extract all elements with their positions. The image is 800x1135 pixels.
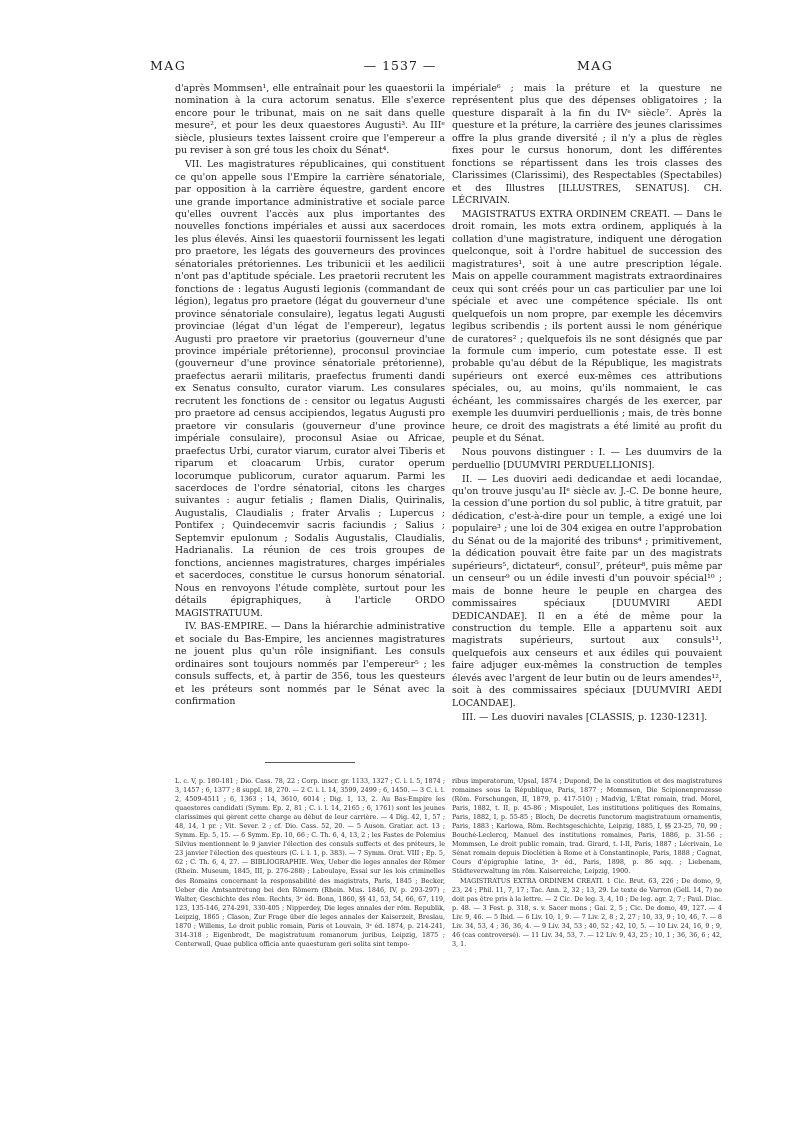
footnotes-left: [175, 777, 445, 949]
footnotes-right: [452, 777, 722, 949]
running-head-right: MAG: [577, 58, 614, 73]
running-head-left: MAG: [150, 58, 187, 73]
paragraph: IV. BAS-EMPIRE. — Dans la hiérarchie administrative et sociale du Bas-Empire, les anciennes magistratures ne jouent plus qu'un rôle insignifiant. Les consuls ordinaires sont toujours nommés par l'empereur⁵ ; les consuls suffects, et, à partir de 356, tous les questeurs et les préteurs sont nommés par le Sénat avec la confirmation: [175, 621, 445, 708]
paragraph: VII. Les magistratures républicaines, qui constituent ce qu'on appelle sous l'Empire la carrière sénatoriale, par opposition à la carrière équestre, gardent encore une grande importance administrative et sociale parce qu'elles ouvrent l'accès aux plus importantes des nouvelles fonctions impériales et aussi aux sacerdoces les plus élevés. Ainsi les quaestorii fournissent les legati pro praetore, les légats des gouverneurs des provinces sénatoriales prétoriennes. Les tribunicii et les aedilicii n'ont pas d'aptitude spéciale. Les praetorii recrutent les fonctions de : legatus Augusti legionis (commandant de légion), legatus pro praetore (légat du gouverneur d'une province sénatoriale consulaire), legatus legati Augusti provinciae (légat d'un légat de l'empereur), legatus Augusti pro praetore vir praetorius (gouverneur d'une province impériale prétorienne), proconsul provinciae (gouverneur d'une province sénatoriale prétorienne), praefectus aerarii militaris, praefectus frumenti dandi ex Senatus consulto, curator viarum. Les consulares recrutent les fonctions de : censitor ou legatus Augusti pro praetore ad census accipiendos, legatus Augusti pro praetore vir consularis (gouverneur d'une province impériale consulaire), proconsul Asiae ou Africae, praefectus Urbi, curator viarum, curator alvei Tiberis et riparum et cloacarum Urbis, curator operum locorumque publicorum, curator aquarum. Parmi les sacerdoces de l'ordre sénatorial, citons les charges suivantes : augur fetialis ; flamen Dialis, Quirinalis, Augustalis, Claudialis ; frater Arvalis ; Lupercus ; Pontifex ; Quindecemvir sacris faciundis ; Salius ; Septemvir epulonum ; Sodalis Augustalis, Claudialis, Hadrianalis. La réunion de ces trois groupes de fonctions, anciennes magistratures, charges impériales et sacerdoces, constitue le cursus honorum sénatorial. Nous en renvoyons l'étude complète, surtout pour les détails épigraphiques, à l'article ORDO MAGISTRATUUM.: [175, 159, 445, 619]
footnote-block: ribus imperatorum, Upsal, 1874 ; Dupond, De la constitution et des magistratures romaines sous la République, Paris, 1877 ; Mommsen, Die Scipionenprozesse (Röm. Forschungen, II, 1879, p. 417-510) ; Madvig, L'État romain, trad. Morel, Paris, 1882, t. II, p. 45-86 ; Mispoulet, Les institutions politiques des Romains, Paris, 1882, I, p. 55-85 ; Bloch, De decretis functorum magistratuum ornamentis, Paris, 1883 ; Karlowa, Röm. Rechtsgeschichte, Leipzig, 1885, I, §§ 23-25, 70, 99 ; Bouché-Leclercq, Manuel des institutions romaines, Paris, 1886, p. 31-56 ; Mommsen, Le droit public romain, trad. Girard, t. I-II, Paris, 1887 ; Lécrivain, Le Sénat romain depuis Dioclétien à Rome et à Constantinople, Paris, 1888 ; Cagnat, Cours d'épigraphie latine, 3ᵉ éd., Paris, 1898, p. 86 sqq. ; Liebenam, Städteverwaltung im röm. Kaiserreiche, Leipzig, 1900.: [452, 777, 722, 876]
paragraph: d'après Mommsen¹, elle entraînait pour les quaestorii la nomination à la cura actorum senatus. Elle s'exerce encore pour le tribunat, mais on ne sait dans quelle mesure², et pour les deux quaestores Augusti³. Au IIIᵉ siècle, plusieurs textes laissent croire que l'empereur a pu reviser à son gré tous les choix du Sénat⁴.: [175, 83, 445, 157]
footnote-block: L. c. V, p. 180-181 ; Dio. Cass. 78, 22 ; Corp. inscr. gr. 1133, 1327 ; C. i. l. 5, 1874 ; 3, 1457 ; 6, 1377 ; 8 suppl. 18, 270. — 2 C. i. l. 14, 3599, 2499 ; 6, 1450. — 3 C. i. l. 2, 4509-4511 ; 6, 1363 ; 14, 3610, 6014 ; Dig. 1, 13, 2. Au Bas-Empire les quaestores candidati (Symm. Ep. 2, 81 ; C. i. l. 14, 2165 ; 6, 1761) sont les jeunes clarissimes qui gèrent cette charge au début de leur carrière. — 4 Dig. 42, 1, 57 ; 48, 14, 1 pr. ; Vit. Sever. 2 ; cf. Dio. Cass. 52, 20. — 5 Auson. Gratiar. act. 13 ; Symm. Ep. 5, 15. — 6 Symm. Ep. 10, 66 ; C. Th. 6, 4, 13, 2 ; les Fastes de Polemius Silvius mentionnent le 9 janvier l'élection des consuls suffects et des préteurs, le 23 janvier l'élection des questeurs (C. i. l. 1, p. 383). — 7 Symm. Orat. VIII ; Ep. 5, 62 ; C. Th. 6, 4, 27. — BIBLIOGRAPHIE. Wex, Ueber die leges annales der Römer (Rhein. Museum, 1845, III, p. 276-288) ; Laboulaye, Essai sur les lois criminelles des Romains concernant la responsabilité des magistrats, Paris, 1845 ; Becker, Ueber die Amtsantretung bei den Römern (Rhein. Mus. 1846, IV, p. 293-297) ; Walter, Geschichte des röm. Rechts, 3ᵉ éd. Bonn, 1860, §§ 41, 53, 54, 66, 67, 119, 123, 135-146, 274-291, 330-405 ; Nipperdey, Die leges annales der röm. Republik, Leipzig, 1865 ; Clason, Zur Frage über die leges annales der Kaiserzeit, Breslau, 1870 ; Willems, Le droit public romain, Paris et Louvain, 3ᵉ éd. 1874, p. 214-241, 314-318 ; Eigenbrodt, De magistratuum romanorum juribus, Leipzig, 1875 ; Centerwall, Quae publica officia ante quaesturam geri solita sint tempo-: [175, 777, 445, 948]
page-number: — 1537 —: [363, 58, 437, 73]
footnote-block: MAGISTRATUS EXTRA ORDINEM CREATI. 1 Cic. Brut. 63, 226 ; De domo, 9, 23, 24 ; Phil. 11, 7, 17 ; Tac. Ann. 2, 32 ; 13, 29. Le texte de Varron (Gell. 14, 7) ne doit pas être pris à la lettre. — 2 Cic. De leg. 3, 4, 10 ; De leg. agr. 2, 7 ; Paul. Diac. p. 48. — 3 Fest. p. 318, s. v. Sacer mons ; Gai. 2, 5 ; Cic. De domo, 49, 127. — 4 Liv. 9, 46. — 5 Ibid. — 6 Liv. 10, 1, 9. — 7 Liv. 2, 8 ; 2, 27 ; 10, 33, 9 ; 10, 46, 7. — 8 Liv. 34, 53, 4 ; 36, 36, 4. — 9 Liv. 34, 53 ; 40, 52 ; 42, 10, 5. — 10 Liv. 24, 16, 9 ; 9, 46 (cas controversé). — 11 Liv. 34, 53, 7. — 12 Liv. 9, 43, 25 ; 10, 1 ; 36, 36, 6 ; 42, 3, 1.: [452, 876, 722, 948]
page-header: [0, 58, 800, 80]
right-column: [452, 83, 722, 724]
paragraph: III. — Les duoviri navales [CLASSIS, p. 1230-1231].: [462, 711, 708, 723]
left-column: [175, 83, 445, 709]
footnote-separator: [265, 762, 355, 763]
paragraph: II. — Les duoviri aedi dedicandae et aedi locandae, qu'on trouve jusqu'au IIᵉ siècle av. J.-C. De bonne heure, la cession d'une portion du sol public, à titre gratuit, par dédication, c'est-à-dire pour un temple, a exigé une loi populaire³ ; une loi de 304 exigea en outre l'approbation du Sénat ou de la majorité des tribuns⁴ ; primitivement, la dédication pouvait être faite par un des magistrats supérieurs⁵, dictateur⁶, consul⁷, préteur⁸, puis même par un censeur⁹ ou un édile investi d'un pouvoir spécial¹⁰ ; mais de bonne heure le peuple en chargea des commissaires spéciaux [DUUMVIRI AEDI DEDICANDAE]. Il en a été de même pour la construction du temple. Elle a appartenu soit aux magistrats supérieurs, surtout aux consuls¹¹, quelquefois aux censeurs et aux édiles qui pouvaient faire adjuger eux-mêmes la construction de temples élevés avec l'argent de leur butin ou de leurs amendes¹², soit à des commissaires spéciaux [DUUMVIRI AEDI LOCANDAE].: [452, 473, 722, 709]
paragraph: Nous pouvons distinguer : I. — Les duumvirs de la perduellio [DUUMVIRI PERDUELLIONIS].: [452, 447, 722, 471]
paragraph: impériale⁶ ; mais la préture et la questure ne représentent plus que des dépenses obligatoires ; la questure disparaît à la fin du IVᵉ siècle⁷. Après la questure et la préture, la carrière des jeunes clarissimes offre la plus grande diversité ; il n'y a plus de règles fixes pour le cursus honorum, dont les différentes fonctions se répartissent dans les trois classes des Clarissimes (Clarissimi), des Respectables (Spectabiles) et des Illustres [ILLUSTRES, SENATUS]. CH. LÉCRIVAIN.: [452, 83, 722, 207]
paragraph: MAGISTRATUS EXTRA ORDINEM CREATI. — Dans le droit romain, les mots extra ordinem, appliqués à la collation d'une magistrature, indiquent une dérogation quelconque, soit à l'ordre habituel de succession des magistratures¹, soit à une autre prescription légale. Mais on appelle couramment magistrats extraordinaires ceux qui sont créés pour un cas particulier par une loi spéciale et avec une compétence spéciale. Ils ont quelquefois un nom propre, par exemple les décemvirs legibus scribendis ; ils portent aussi le nom générique de curatores² ; quelquefois ils ne sont désignés que par la formule cum imperio, cum potestate esse. Il est probable qu'au début de la République, les magistrats supérieurs ont exercé eux-mêmes ces attributions spéciales, ou, au moins, qu'ils nommaient, le cas échéant, les commissaires chargés de les exercer, par exemple les duumviri perduellionis ; mais, de très bonne heure, ce droit des magistrats a été limité au profit du peuple et du Sénat.: [452, 209, 722, 445]
